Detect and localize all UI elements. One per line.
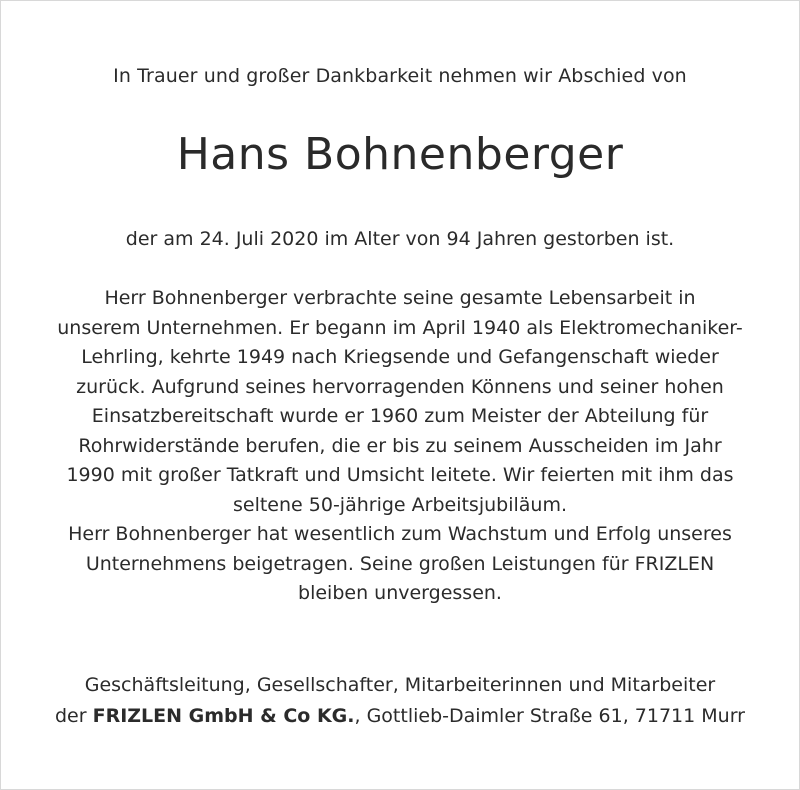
tribute-line: Rohrwiderstände berufen, die er bis zu seinem Ausscheiden im Jahr [78,434,722,457]
signature-prefix: der [54,705,93,727]
tribute-line: Lehrling, kehrte 1949 nach Kriegsende und Gefangenschaft wieder [81,346,719,368]
company-name: FRIZLEN GmbH & Co KG. [92,705,355,727]
tribute-line: zurück. Aufgrund seines hervorragenden Könnens und seiner hohen [76,375,724,398]
deceased-name: Hans Bohnenberger [176,129,624,180]
tribute-line: 1990 mit großer Tatkraft und Umsicht leitete. Wir feierten mit ihm das [66,464,734,486]
death-date-line: der am 24. Juli 2020 im Alter von 94 Jahren gestorben ist. [125,228,675,250]
signature-block [1,670,799,732]
intro-line: In Trauer und großer Dankbarkeit nehmen wir Abschied von [113,65,687,87]
signature-line-company [1,701,799,732]
tribute-line: seltene 50-jährige Arbeitsjubiläum. [232,493,567,516]
tribute-line: Einsatzbereitschaft wurde er 1960 zum Meister der Abteilung für [91,405,709,427]
signature-line-staff: Geschäftsleitung, Gesellschafter, Mitarbeiterinnen und Mitarbeiter [84,674,716,696]
tribute-line: Herr Bohnenberger hat wesentlich zum Wachstum und Erfolg unseres [68,523,732,545]
tribute-text [21,284,779,609]
tribute-line: Herr Bohnenberger verbrachte seine gesamte Lebensarbeit in [104,287,696,309]
tribute-line: Unternehmens beigetragen. Seine großen Leistungen für FRIZLEN [85,552,715,575]
tribute-line: unserem Unternehmen. Er begann im April 1940 als Elektromechaniker- [57,316,743,339]
company-address: , Gottlieb-Daimler Straße 61, 71711 Murr [354,705,745,727]
tribute-line: bleiben unvergessen. [298,582,502,604]
